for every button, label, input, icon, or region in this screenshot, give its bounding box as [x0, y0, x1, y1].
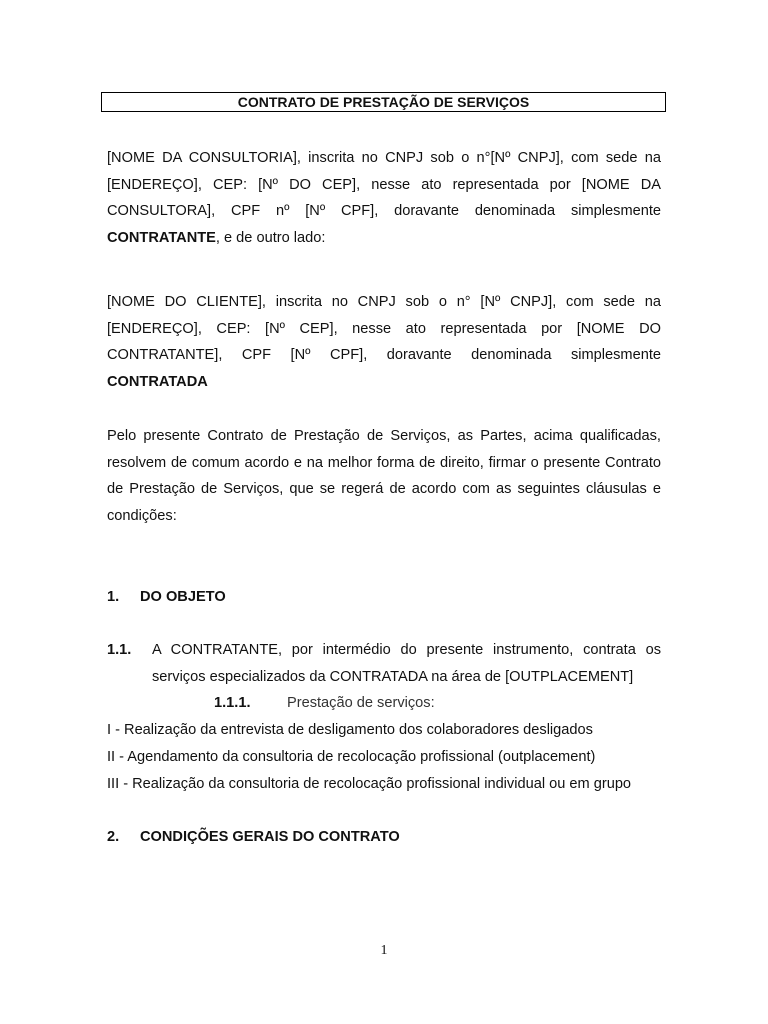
section-number: 1.	[107, 589, 120, 605]
clause-1-1-1	[214, 693, 435, 713]
paragraph-contratante-text: [NOME DA CONSULTORIA], inscrita no CNPJ sob o n°[Nº CNPJ], com sede na [ENDEREÇO], CEP: [Nº DO CEP], nesse ato representada por [NOME DA CONSULTORA], CPF nº [Nº CPF], doravante denominada simplesmente	[107, 150, 661, 220]
subclause-text: Prestação de serviços:	[287, 695, 435, 711]
section-title: CONDIÇÕES GERAIS DO CONTRATO	[140, 829, 400, 845]
subclause-number: 1.1.1.	[214, 695, 251, 711]
section-title: DO OBJETO	[140, 589, 226, 605]
list-item: II - Agendamento da consultoria de recolocação profissional (outplacement)	[107, 749, 596, 765]
paragraph-contratante	[107, 145, 661, 252]
paragraph-contratada	[107, 289, 661, 396]
paragraph-intro: Pelo presente Contrato de Prestação de Serviços, as Partes, acima qualificadas, resolvem de comum acordo e na melhor forma de direito, firmar o presente Contrato de Prestação de Serviços, que se regerá de acordo com as seguintes cláusulas e condições:	[107, 428, 661, 525]
section-heading-condicoes	[107, 827, 400, 847]
contratada-label: CONTRATADA	[107, 374, 208, 391]
list-item: III - Realização da consultoria de recolocação profissional individual ou em grupo	[107, 776, 632, 792]
clause-number: 1.1.	[107, 642, 132, 658]
paragraph-contratada-text: [NOME DO CLIENTE], inscrita no CNPJ sob o n° [Nº CNPJ], com sede na [ENDEREÇO], CEP: [Nº CEP], nesse ato representada por [NOME DO CONTRATANTE], CPF [Nº CPF], doravante denominada simplesmente	[107, 294, 661, 364]
section-heading-objeto	[107, 587, 226, 607]
contract-title: CONTRATO DE PRESTAÇÃO DE SERVIÇOS	[101, 92, 666, 112]
contratante-label: CONTRATANTE	[107, 230, 216, 247]
clause-text: A CONTRATANTE, por intermédio do presente instrumento, contrata os serviços especializados da CONTRATADA na área de [OUTPLACEMENT]	[152, 642, 661, 685]
paragraph-contratante-tail: , e de outro lado:	[215, 230, 326, 247]
list-item: I - Realização da entrevista de desligamento dos colaboradores desligados	[107, 722, 593, 738]
section-number: 2.	[107, 829, 120, 845]
clause-1-1	[107, 637, 661, 690]
page-number: 1	[380, 943, 388, 958]
